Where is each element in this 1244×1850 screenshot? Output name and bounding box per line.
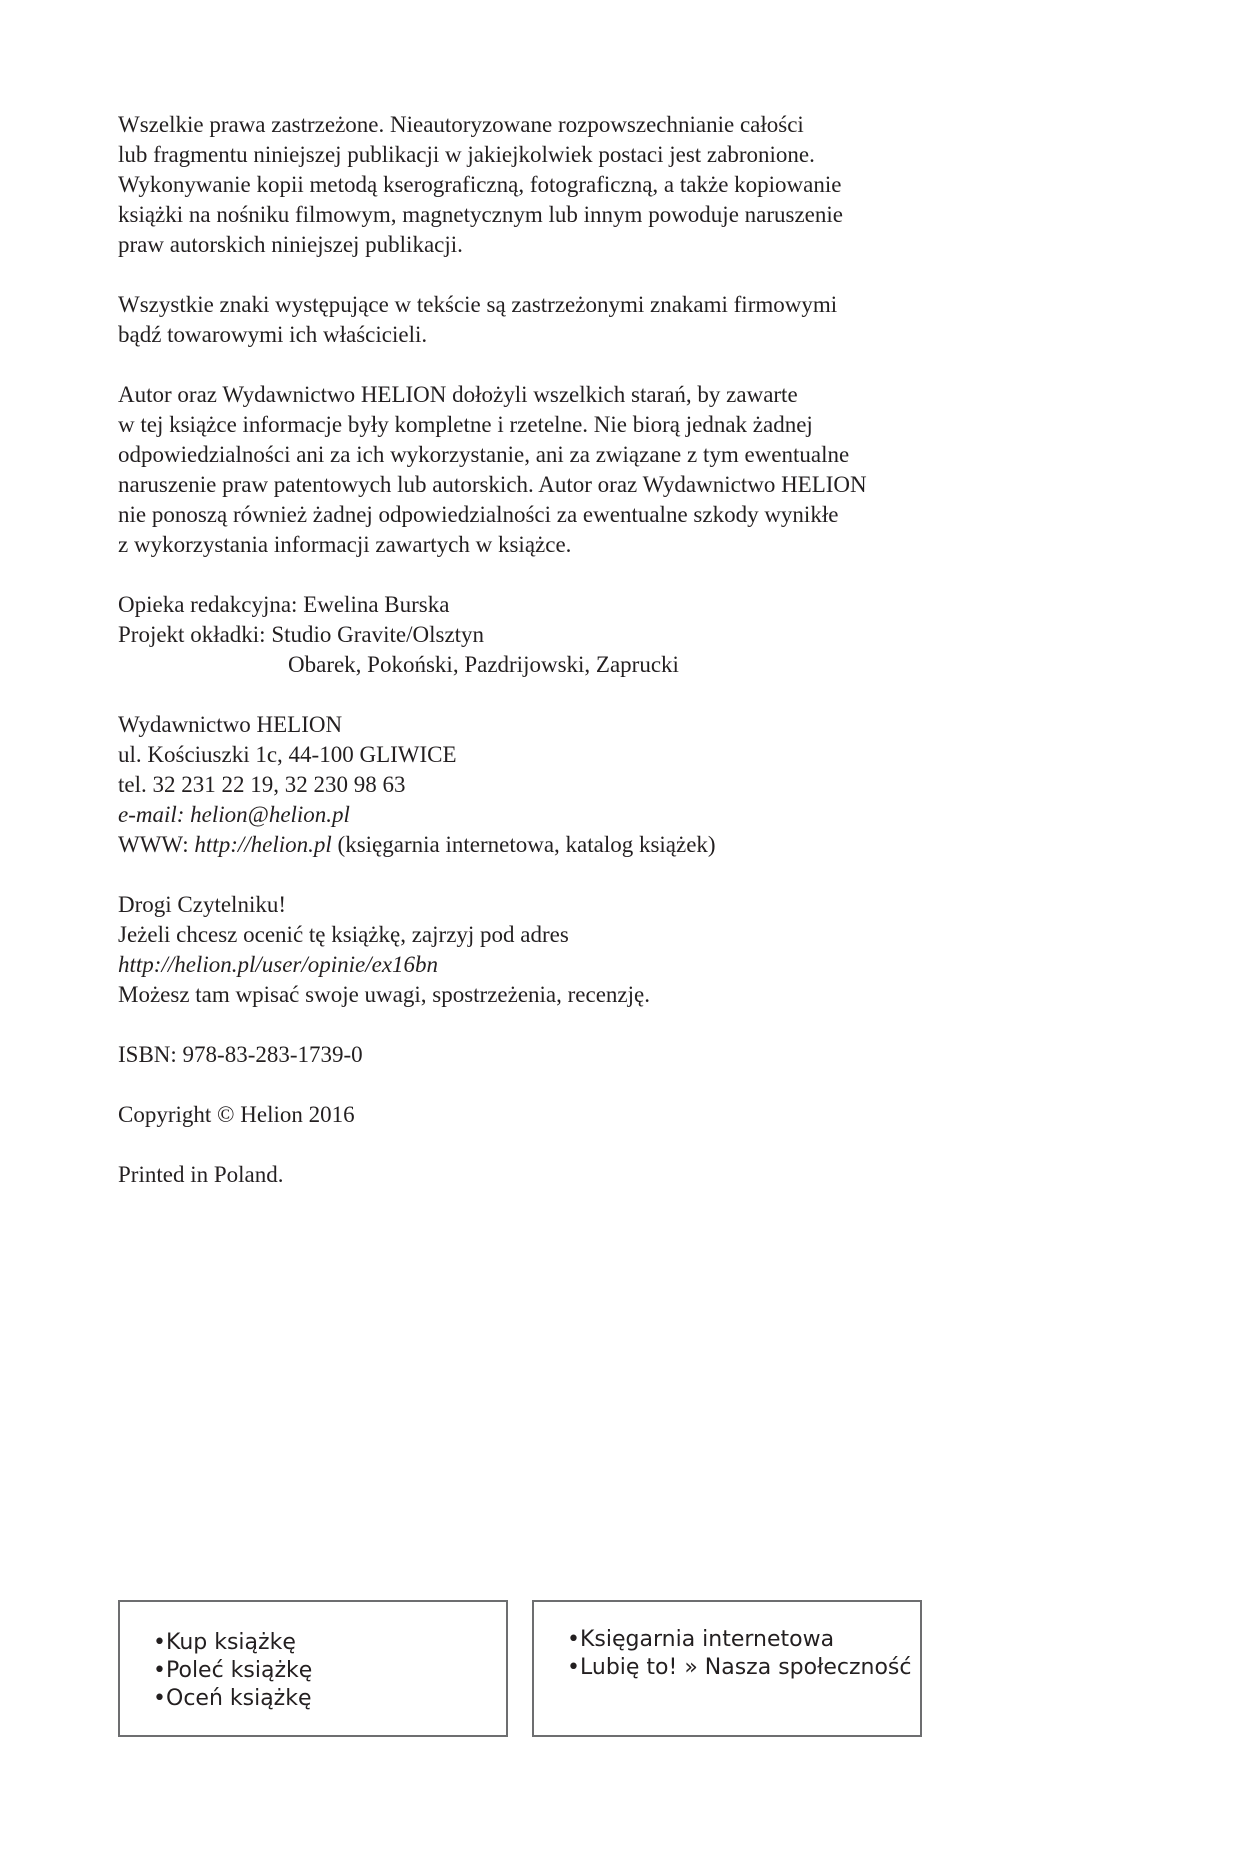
bullet-icon: • xyxy=(153,1630,166,1655)
imprint-page xyxy=(118,110,1118,1190)
rights-line: lub fragmentu niniejszej publikacji w jakiejkolwiek postaci jest zabronione. xyxy=(118,142,815,167)
cover-designers: Obarek, Pokoński, Pazdrijowski, Zaprucki xyxy=(288,652,679,677)
credits-paragraph xyxy=(118,590,1118,680)
publisher-address: ul. Kościuszki 1c, 44-100 GLIWICE xyxy=(118,742,457,767)
trademarks-line: bądź towarowymi ich właścicieli. xyxy=(118,322,428,347)
isbn-paragraph xyxy=(118,1040,1118,1070)
bullet-icon: • xyxy=(567,1655,580,1680)
community-list xyxy=(534,1602,920,1682)
community-box xyxy=(532,1600,922,1737)
disclaimer-line: nie ponoszą również żadnej odpowiedzialności za ewentualne szkody wynikłe xyxy=(118,502,839,527)
www-label: WWW: xyxy=(118,832,195,857)
bullet-icon: • xyxy=(153,1658,166,1683)
reader-note xyxy=(118,890,1118,1010)
link-label: Poleć książkę xyxy=(166,1658,313,1683)
disclaimer-line: odpowiedzialności ani za ich wykorzystanie, ani za związane z tym ewentualne xyxy=(118,442,850,467)
reader-line: Jeżeli chcesz ocenić tę książkę, zajrzyj pod adres xyxy=(118,922,569,947)
link-label: Kup książkę xyxy=(166,1630,296,1655)
reader-line: Możesz tam wpisać swoje uwagi, spostrzeżenia, recenzję. xyxy=(118,982,650,1007)
copyright-paragraph xyxy=(118,1100,1118,1130)
www-link[interactable]: http://helion.pl xyxy=(194,832,332,857)
printed-paragraph xyxy=(118,1160,1118,1190)
book-actions-box xyxy=(118,1600,508,1737)
publisher-contact xyxy=(118,710,1118,860)
bullet-icon: • xyxy=(153,1686,166,1711)
reader-greeting: Drogi Czytelniku! xyxy=(118,892,286,917)
link-label: Oceń książkę xyxy=(166,1686,312,1711)
rights-line: Wszelkie prawa zastrzeżone. Nieautoryzowane rozpowszechnianie całości xyxy=(118,112,804,137)
link-label: Księgarnia internetowa xyxy=(580,1627,835,1652)
link-label: Lubię to! » Nasza społeczność xyxy=(580,1655,912,1680)
disclaimer-line: naruszenie praw patentowych lub autorskich. Autor oraz Wydawnictwo HELION xyxy=(118,472,867,497)
buy-book-link[interactable] xyxy=(153,1629,506,1657)
publisher-www xyxy=(118,830,1118,860)
www-note: (księgarnia internetowa, katalog książek) xyxy=(331,832,716,857)
community-link[interactable] xyxy=(567,1654,920,1682)
printed-in: Printed in Poland. xyxy=(118,1162,284,1187)
rights-line: Wykonywanie kopii metodą kserograficzną, fotograficzną, a także kopiowanie xyxy=(118,172,842,197)
online-bookstore-link[interactable] xyxy=(567,1626,920,1654)
rights-line: praw autorskich niniejszej publikacji. xyxy=(118,232,463,257)
disclaimer-line: z wykorzystania informacji zawartych w książce. xyxy=(118,532,572,557)
rate-book-link[interactable] xyxy=(153,1685,506,1713)
bullet-icon: • xyxy=(567,1627,580,1652)
isbn: ISBN: 978-83-283-1739-0 xyxy=(118,1042,363,1067)
rights-line: książki na nośniku filmowym, magnetycznym lub innym powoduje naruszenie xyxy=(118,202,843,227)
disclaimer-paragraph xyxy=(118,380,1118,560)
disclaimer-line: Autor oraz Wydawnictwo HELION dołożyli wszelkich starań, by zawarte xyxy=(118,382,798,407)
trademarks-line: Wszystkie znaki występujące w tekście są zastrzeżonymi znakami firmowymi xyxy=(118,292,838,317)
disclaimer-line: w tej książce informacje były kompletne i rzetelne. Nie biorą jednak żadnej xyxy=(118,412,813,437)
rights-paragraph xyxy=(118,110,1118,260)
cover-credit: Projekt okładki: Studio Gravite/Olsztyn xyxy=(118,622,485,647)
copyright: Copyright © Helion 2016 xyxy=(118,1102,355,1127)
publisher-email[interactable]: e-mail: helion@helion.pl xyxy=(118,802,350,827)
publisher-phone: tel. 32 231 22 19, 32 230 98 63 xyxy=(118,772,406,797)
recommend-book-link[interactable] xyxy=(153,1657,506,1685)
editor-credit: Opieka redakcyjna: Ewelina Burska xyxy=(118,592,450,617)
trademarks-paragraph xyxy=(118,290,1118,350)
book-actions-list xyxy=(120,1602,506,1713)
publisher-name: Wydawnictwo HELION xyxy=(118,712,343,737)
review-link[interactable]: http://helion.pl/user/opinie/ex16bn xyxy=(118,952,439,977)
